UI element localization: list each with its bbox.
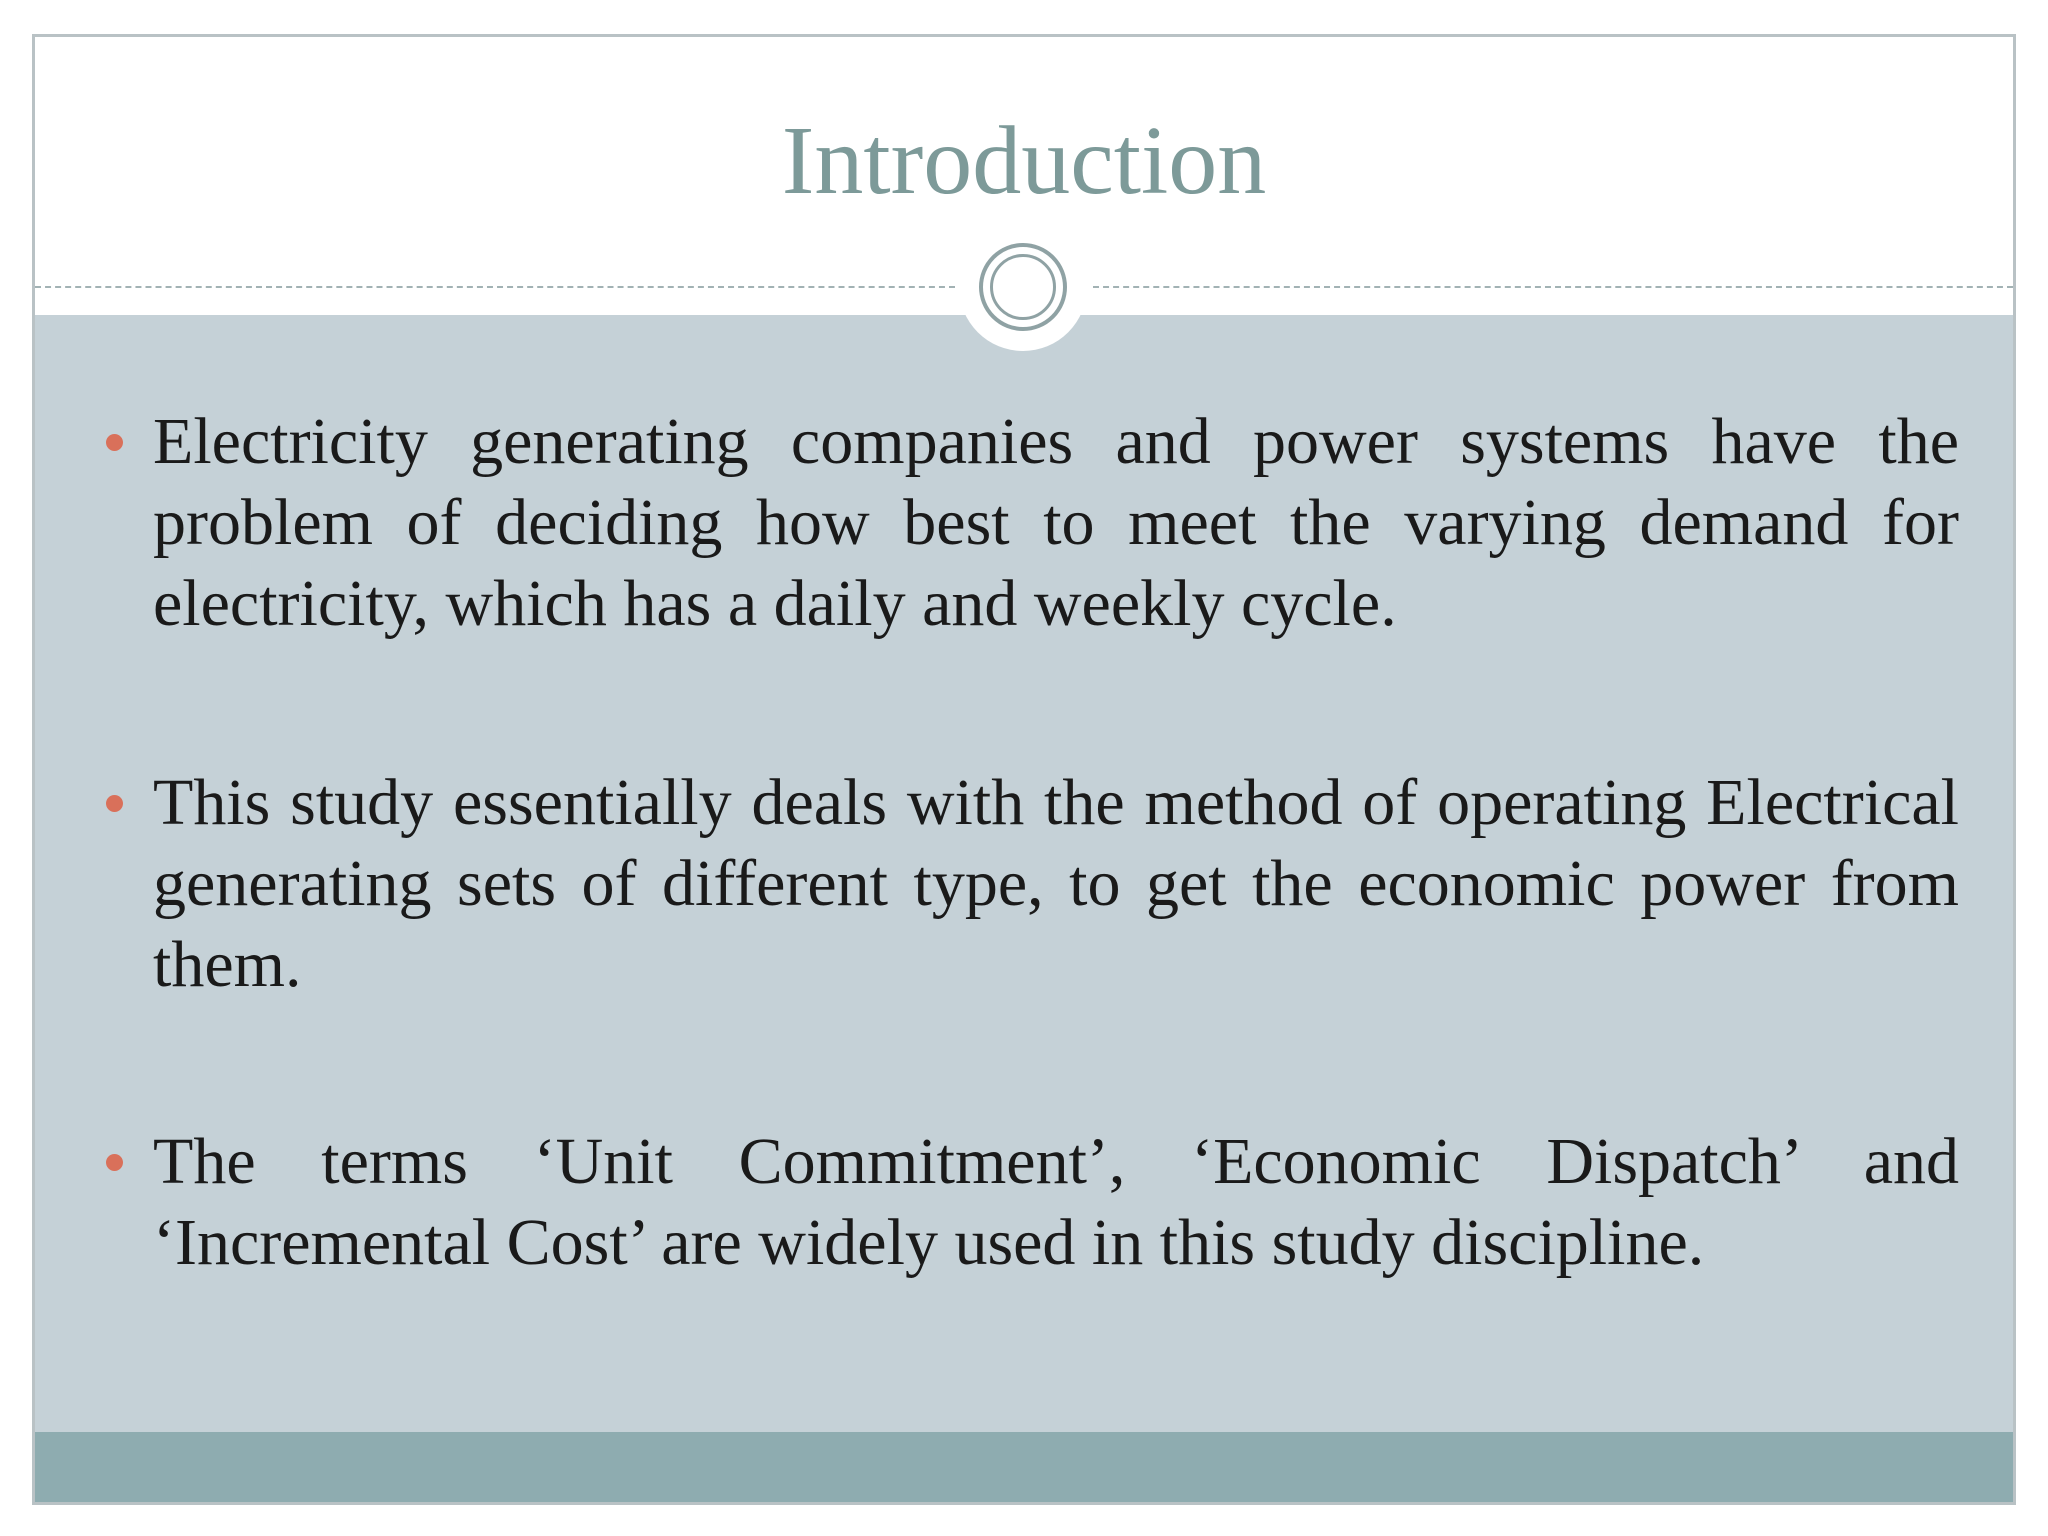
bullet-text: This study essentially deals with the method of operating Electrical generating sets of different type, to get the economic power from them. xyxy=(153,766,1959,1001)
bullet-item xyxy=(153,1121,1959,1283)
footer-band xyxy=(35,1432,2013,1502)
slide-title: Introduction xyxy=(781,107,1267,215)
content-area xyxy=(35,315,2013,1467)
title-divider-right xyxy=(1093,286,2013,288)
slide xyxy=(32,34,2016,1505)
circle-ornament-icon xyxy=(979,243,1067,331)
bullet-item xyxy=(153,762,1959,1005)
bullet-dot-icon xyxy=(106,795,123,812)
circle-ornament-inner-ring xyxy=(990,254,1056,320)
bullet-item xyxy=(153,401,1959,644)
bullet-dot-icon xyxy=(106,1154,123,1171)
bullet-text: Electricity generating companies and power systems have the problem of deciding how best to meet the varying demand for electricity, which has a daily and weekly cycle. xyxy=(153,405,1959,640)
bullet-text: The terms ‘Unit Commitment’, ‘Economic Dispatch’ and ‘Incremental Cost’ are widely used in this study discipline. xyxy=(153,1125,1959,1279)
bullet-dot-icon xyxy=(106,434,123,451)
title-divider-left xyxy=(35,286,955,288)
